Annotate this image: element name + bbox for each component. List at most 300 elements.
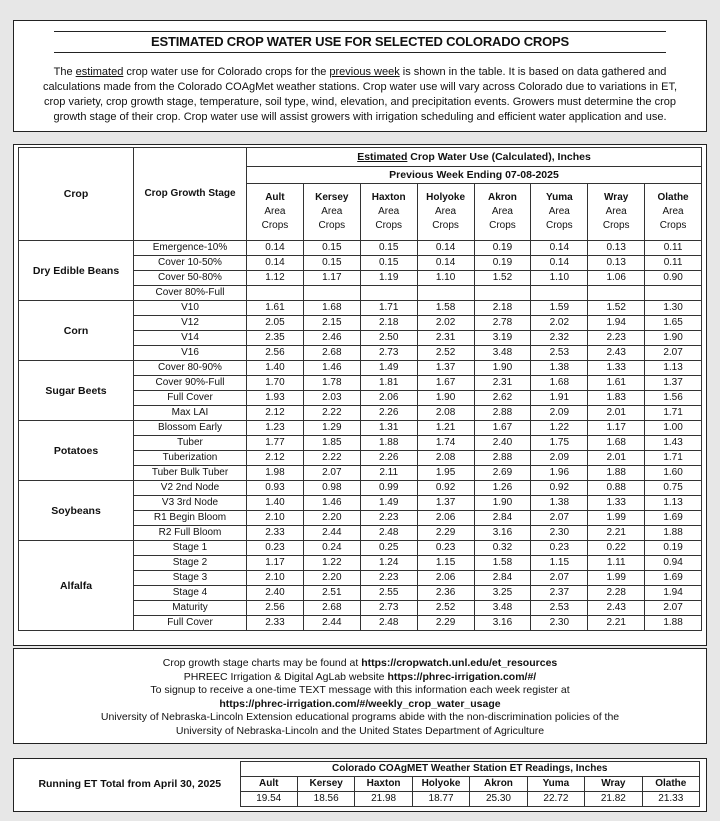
water-use-value: 1.88 [645,526,702,541]
growth-stage: V12 [134,316,247,331]
page-title: ESTIMATED CROP WATER USE FOR SELECTED COLORADO CROPS [54,31,666,53]
water-use-value: 2.31 [417,331,474,346]
water-use-value: 2.12 [247,451,304,466]
growth-stage: Cover 80%-Full [134,286,247,301]
water-use-value: 2.40 [247,586,304,601]
water-use-value: 1.46 [303,496,360,511]
water-use-value: 1.95 [417,466,474,481]
water-use-value: 1.17 [303,271,360,286]
water-use-value: 0.23 [531,541,588,556]
water-use-value: 2.36 [417,586,474,601]
water-use-value: 2.01 [588,406,645,421]
water-use-value: 2.29 [417,616,474,631]
running-et-label: Running ET Total from April 30, 2025 [38,778,222,790]
water-use-value: 0.14 [531,256,588,271]
water-use-value: 0.25 [360,541,417,556]
water-use-value: 1.17 [247,556,304,571]
info-line-3: To signup to receive a one-time TEXT message with this information each week register at [150,684,570,696]
water-use-value: 0.19 [645,541,702,556]
water-use-value: 1.58 [417,301,474,316]
location-sub-area: Area [378,206,400,217]
water-use-value: 1.15 [531,556,588,571]
water-use-value: 2.20 [303,571,360,586]
et-value: 21.33 [642,792,699,807]
water-use-value: 0.13 [588,256,645,271]
water-use-value: 1.15 [417,556,474,571]
growth-stage: Cover 50-80% [134,271,247,286]
water-use-value: 0.90 [645,271,702,286]
water-use-value: 1.99 [588,571,645,586]
intro-estimated: estimated [75,66,124,78]
estimated-word: Estimated [357,151,408,163]
location-sub-area: Area [264,206,286,217]
water-use-value: 2.09 [531,406,588,421]
water-use-value: 1.59 [531,301,588,316]
water-use-value: 1.21 [417,421,474,436]
info-line-2 [24,671,696,685]
water-use-value: 2.73 [360,601,417,616]
water-use-value: 2.44 [303,526,360,541]
location-header [360,184,417,241]
crop-column-header: Crop [19,148,134,241]
growth-stage: V14 [134,331,247,346]
water-use-value: 2.68 [303,601,360,616]
location-sub-crops: Crops [489,220,516,231]
water-use-value: 1.43 [645,436,702,451]
table-row [19,361,702,376]
water-use-value [531,286,588,301]
water-use-value: 1.71 [645,451,702,466]
water-use-value: 2.44 [303,616,360,631]
water-use-value: 0.22 [588,541,645,556]
water-use-value: 1.69 [645,511,702,526]
water-use-value: 2.07 [303,466,360,481]
water-use-value: 2.78 [474,316,531,331]
crop-name: Alfalfa [19,541,134,631]
water-use-value: 2.21 [588,616,645,631]
location-sub-crops: Crops [432,220,459,231]
water-use-value: 1.22 [303,556,360,571]
growth-stage: V16 [134,346,247,361]
water-use-value: 1.94 [588,316,645,331]
water-use-value: 1.56 [645,391,702,406]
water-use-value: 1.94 [645,586,702,601]
water-use-value: 2.43 [588,346,645,361]
water-use-value: 2.09 [531,451,588,466]
water-use-value: 2.33 [247,616,304,631]
growth-stage: Cover 10-50% [134,256,247,271]
water-use-value: 1.37 [417,496,474,511]
water-use-value: 2.40 [474,436,531,451]
water-use-value: 2.46 [303,331,360,346]
water-use-value: 1.12 [247,271,304,286]
intro-text-1: The [53,66,76,78]
et-readings-panel [13,758,707,812]
et-value: 22.72 [527,792,584,807]
water-use-value: 2.43 [588,601,645,616]
water-use-value: 2.18 [360,316,417,331]
water-use-value: 1.38 [531,361,588,376]
location-header [474,184,531,241]
water-use-value: 1.37 [417,361,474,376]
water-use-value: 1.99 [588,511,645,526]
water-use-value [417,286,474,301]
water-use-value: 1.19 [360,271,417,286]
water-use-value: 2.30 [531,526,588,541]
water-use-value [474,286,531,301]
water-use-value: 1.10 [531,271,588,286]
location-name: Akron [487,192,517,203]
estimated-header-rest: Crop Water Use (Calculated), Inches [407,151,591,163]
water-use-value: 2.26 [360,451,417,466]
water-use-value: 2.08 [417,406,474,421]
water-use-value: 2.32 [531,331,588,346]
water-use-value: 0.14 [417,241,474,256]
intro-paragraph [32,65,688,125]
water-use-value: 2.07 [645,601,702,616]
et-value: 21.82 [585,792,642,807]
water-use-value: 2.62 [474,391,531,406]
cropwatch-link[interactable]: https://cropwatch.unl.edu/et_resources [361,657,558,669]
water-use-value: 1.71 [645,406,702,421]
water-use-value: 2.26 [360,406,417,421]
info-line-6: University of Nebraska-Lincoln and the United States Department of Agriculture [175,724,545,737]
water-use-value [360,286,417,301]
water-use-value: 1.31 [360,421,417,436]
water-use-value: 1.00 [645,421,702,436]
water-use-value: 1.40 [247,361,304,376]
water-use-value: 0.14 [247,256,304,271]
water-use-value: 2.06 [417,571,474,586]
et-location: Kersey [297,777,354,792]
intro-panel [13,20,707,132]
water-use-value: 1.13 [645,496,702,511]
growth-stage: Stage 3 [134,571,247,586]
location-name: Haxton [371,192,406,203]
water-use-value: 0.15 [360,256,417,271]
crop-water-table-panel [13,144,707,646]
growth-stage: Tuber Bulk Tuber [134,466,247,481]
water-use-value: 1.69 [645,571,702,586]
info-line-1-text: Crop growth stage charts may be found at [162,657,362,669]
water-use-value: 1.61 [247,301,304,316]
water-use-value: 0.19 [474,256,531,271]
water-use-value: 2.15 [303,316,360,331]
water-use-value: 0.13 [588,241,645,256]
water-use-value: 2.88 [474,406,531,421]
water-use-value: 2.10 [247,511,304,526]
water-use-value [303,286,360,301]
water-use-value: 0.75 [645,481,702,496]
growth-stage: Tuber [134,436,247,451]
location-header [247,184,304,241]
location-sub-area: Area [548,206,570,217]
location-sub-crops: Crops [659,220,687,231]
location-header [417,184,474,241]
water-use-value: 2.88 [474,451,531,466]
location-sub-area: Area [491,206,513,217]
water-use-value: 1.40 [247,496,304,511]
water-use-value: 0.98 [303,481,360,496]
water-use-value: 2.07 [531,511,588,526]
water-use-value: 1.06 [588,271,645,286]
water-use-value: 1.13 [645,361,702,376]
water-use-value: 0.14 [417,256,474,271]
crop-name: Sugar Beets [19,361,134,421]
water-use-value: 0.11 [645,241,702,256]
phrec-link[interactable]: https://phrec-irrigation.com/#/ [387,670,537,683]
growth-stage: V10 [134,301,247,316]
water-use-value: 1.90 [417,391,474,406]
water-use-value: 1.88 [645,616,702,631]
water-use-value: 2.31 [474,376,531,391]
info-panel [13,648,707,744]
water-use-value: 1.17 [588,421,645,436]
water-use-value: 1.22 [531,421,588,436]
growth-stage: Cover 80-90% [134,361,247,376]
intro-text-3: is shown in the table. It is based on data gathered and calculations made from the Colorado COAgMet weather stations. Crop water use will vary across Colorado due to variations in ET, crop variety, crop growth stage, temperature, soil type, wind, elevation, and precipitation events. Growers must determine the crop growth stage of their crop. Crop water use will assist growers with irrigation scheduling and efficient water application and use. [42,66,677,123]
water-use-value: 1.77 [247,436,304,451]
water-use-value: 1.83 [588,391,645,406]
location-sub-crops: Crops [375,220,403,231]
water-use-value: 3.16 [474,616,531,631]
water-use-value: 1.67 [417,376,474,391]
water-use-value: 2.07 [645,346,702,361]
water-use-value [247,286,304,301]
table-row [19,481,702,496]
intro-previous-week: previous week [329,66,400,78]
water-use-value: 0.94 [645,556,702,571]
et-value: 19.54 [240,792,297,807]
et-header: Colorado COAgMET Weather Station ET Readings, Inches [240,762,700,777]
et-location: Olathe [642,777,699,792]
water-use-value: 2.56 [247,601,304,616]
water-use-value: 2.23 [588,331,645,346]
et-location: Haxton [355,777,412,792]
water-use-value: 0.88 [588,481,645,496]
water-use-value: 2.03 [303,391,360,406]
water-use-value: 1.33 [588,496,645,511]
location-sub-crops: Crops [545,220,573,231]
water-use-value: 0.93 [247,481,304,496]
info-line-4 [24,698,696,712]
info-line-2-text: PHREEC Irrigation & Digital AgLab website [183,670,388,683]
location-header [303,184,360,241]
water-use-value: 1.96 [531,466,588,481]
water-use-value: 1.23 [247,421,304,436]
water-use-value: 1.61 [588,376,645,391]
water-use-value: 2.84 [474,571,531,586]
location-name: Kersey [315,192,349,203]
water-use-value: 1.93 [247,391,304,406]
info-line-1 [24,657,696,671]
growth-stage: Stage 4 [134,586,247,601]
water-use-value: 2.53 [531,346,588,361]
location-name: Ault [265,192,285,203]
water-use-value: 2.06 [360,391,417,406]
water-use-value: 1.78 [303,376,360,391]
location-sub-area: Area [605,206,627,217]
water-use-value: 2.84 [474,511,531,526]
water-use-value: 1.52 [588,301,645,316]
crop-water-table [18,147,702,631]
water-use-value: 0.24 [303,541,360,556]
et-location: Yuma [527,777,584,792]
water-use-value: 0.92 [417,481,474,496]
water-use-value: 2.52 [417,601,474,616]
stage-column-header: Crop Growth Stage [134,148,247,241]
water-use-value [588,286,645,301]
water-use-value: 3.48 [474,601,531,616]
water-use-value: 1.67 [474,421,531,436]
water-use-value: 3.16 [474,526,531,541]
water-use-value: 2.69 [474,466,531,481]
water-use-value: 2.22 [303,451,360,466]
water-use-value: 2.20 [303,511,360,526]
water-use-value: 2.22 [303,406,360,421]
water-use-value: 1.90 [474,496,531,511]
water-use-value: 1.49 [360,496,417,511]
water-use-value: 2.68 [303,346,360,361]
water-use-value: 1.29 [303,421,360,436]
water-use-value: 1.38 [531,496,588,511]
water-use-value: 1.85 [303,436,360,451]
crop-name: Soybeans [19,481,134,541]
water-use-value: 2.37 [531,586,588,601]
growth-stage: Blossom Early [134,421,247,436]
water-use-value: 1.60 [645,466,702,481]
water-use-value: 2.08 [417,451,474,466]
water-use-value: 1.26 [474,481,531,496]
water-use-value: 1.70 [247,376,304,391]
growth-stage: Tuberization [134,451,247,466]
water-use-value: 1.24 [360,556,417,571]
table-row [19,541,702,556]
growth-stage: Full Cover [134,391,247,406]
water-use-value: 1.88 [588,466,645,481]
water-use-value: 2.18 [474,301,531,316]
water-use-value: 2.10 [247,571,304,586]
water-use-value: 1.75 [531,436,588,451]
water-use-value: 1.71 [360,301,417,316]
water-use-value: 1.11 [588,556,645,571]
water-use-value: 2.48 [360,526,417,541]
info-line-5: University of Nebraska-Lincoln Extension educational programs abide with the non-discrimination policies of the [100,711,620,723]
et-value: 18.56 [297,792,354,807]
water-use-value: 2.12 [247,406,304,421]
et-value: 25.30 [470,792,527,807]
water-use-value: 1.88 [360,436,417,451]
water-use-value: 2.30 [531,616,588,631]
location-sub-area: Area [435,206,457,217]
growth-stage: Max LAI [134,406,247,421]
water-use-value: 1.90 [645,331,702,346]
growth-stage: Emergence-10% [134,241,247,256]
water-use-value: 2.53 [531,601,588,616]
water-use-value: 1.68 [588,436,645,451]
water-use-value: 2.52 [417,346,474,361]
location-sub-area: Area [321,206,343,217]
growth-stage: Maturity [134,601,247,616]
et-value: 18.77 [412,792,469,807]
water-use-value: 2.56 [247,346,304,361]
water-use-value: 0.99 [360,481,417,496]
crop-name: Potatoes [19,421,134,481]
crop-name: Corn [19,301,134,361]
water-use-value: 2.02 [417,316,474,331]
growth-stage: R2 Full Bloom [134,526,247,541]
table-row [19,421,702,436]
water-use-value: 3.25 [474,586,531,601]
water-use-value: 2.51 [303,586,360,601]
water-use-value: 2.21 [588,526,645,541]
water-use-value: 0.32 [474,541,531,556]
water-use-value: 1.91 [531,391,588,406]
water-use-value: 0.14 [247,241,304,256]
water-use-value: 0.14 [531,241,588,256]
growth-stage: Full Cover [134,616,247,631]
water-use-value: 0.23 [247,541,304,556]
growth-stage: R1 Begin Bloom [134,511,247,526]
location-header [531,184,588,241]
water-use-value: 1.49 [360,361,417,376]
water-use-value: 1.46 [303,361,360,376]
water-use-value: 2.11 [360,466,417,481]
et-location: Akron [470,777,527,792]
water-use-value: 3.19 [474,331,531,346]
water-use-value: 2.05 [247,316,304,331]
et-value: 21.98 [355,792,412,807]
growth-stage: Stage 1 [134,541,247,556]
location-sub-crops: Crops [602,220,630,231]
location-header [588,184,645,241]
et-location: Ault [240,777,297,792]
water-use-value: 1.65 [645,316,702,331]
water-use-value: 2.07 [531,571,588,586]
water-use-value: 1.74 [417,436,474,451]
water-use-value: 1.81 [360,376,417,391]
location-sub-crops: Crops [261,220,289,231]
water-use-value: 0.92 [531,481,588,496]
water-use-value: 2.02 [531,316,588,331]
table-row [19,301,702,316]
water-use-value: 2.50 [360,331,417,346]
water-use-value: 0.19 [474,241,531,256]
water-use-value: 1.68 [303,301,360,316]
location-name: Wray [604,192,629,203]
estimated-header [247,148,702,167]
et-location: Holyoke [412,777,469,792]
water-use-value: 2.23 [360,511,417,526]
water-use-value: 2.23 [360,571,417,586]
water-use-value: 2.33 [247,526,304,541]
water-use-value: 1.98 [247,466,304,481]
crop-name: Dry Edible Beans [19,241,134,301]
signup-link[interactable]: https://phrec-irrigation.com/#/weekly_crop_water_usage [219,697,501,710]
water-use-value: 1.90 [474,361,531,376]
water-use-value: 2.29 [417,526,474,541]
water-use-value: 2.48 [360,616,417,631]
water-use-value [645,286,702,301]
et-location: Wray [585,777,642,792]
water-use-value: 1.52 [474,271,531,286]
growth-stage: Stage 2 [134,556,247,571]
location-name: Yuma [545,192,573,203]
water-use-value: 1.58 [474,556,531,571]
water-use-value: 2.06 [417,511,474,526]
water-use-value: 2.73 [360,346,417,361]
water-use-value: 0.15 [303,256,360,271]
